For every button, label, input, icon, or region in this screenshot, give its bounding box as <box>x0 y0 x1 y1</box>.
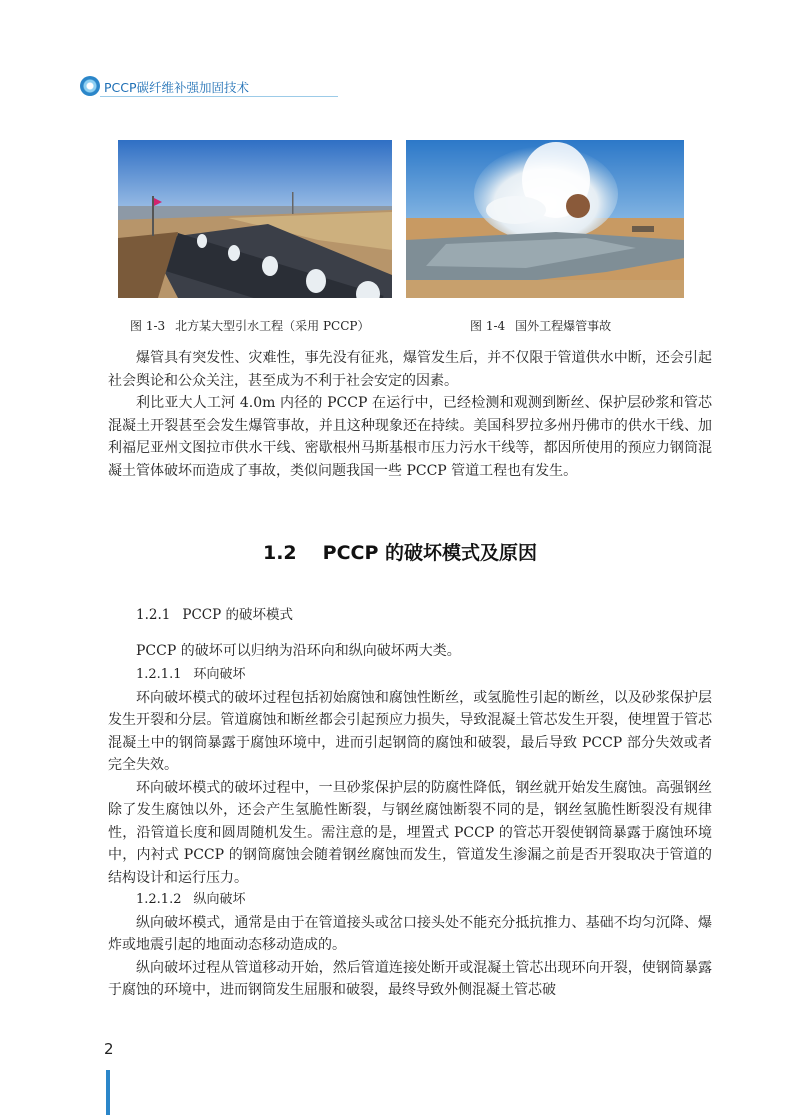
figure-1-4-photo <box>406 140 684 298</box>
running-header <box>80 76 260 98</box>
paragraph: 利比亚大人工河 4.0m 内径的 PCCP 在运行中，已经检测和观测到断丝、保护层砂浆和管芯混凝土开裂甚至会发生爆管事故，并且这种现象还在持续。美国科罗拉多州丹佛市的供水干线、加利福尼亚州文图拉市供水干线、密歇根州马斯基根市压力污水干线等，都因所使用的预应力钢筒混凝土管体破坏而造成了事故，类似问题我国一些 PCCP 管道工程也有发生。 <box>108 395 712 479</box>
intro-paragraph: PCCP 的破坏可以归纳为沿环向和纵向破坏两大类。 <box>136 643 461 659</box>
book-title: PCCP碳纤维补强加固技术 <box>104 80 250 95</box>
figure-1-4-caption: 图 1-4 国外工程爆管事故 <box>470 319 612 333</box>
body-text-main <box>108 664 712 1002</box>
paragraph: 环向破坏模式的破坏过程中，一旦砂浆保护层的防腐性降低，钢丝就开始发生腐蚀。高强钢丝除了发生腐蚀以外，还会产生氢脆性断裂，与钢丝腐蚀断裂不同的是，钢丝氢脆性断裂没有规律性，沿管道长度和圆周随机发生。需注意的是，埋置式 PCCP 的管芯开裂使钢筒暴露于腐蚀环境中，内衬式 PCCP 的钢筒腐蚀会随着钢丝腐蚀而发生，管道发生渗漏之前是否开裂取决于管道的结构设计和运行压力。 <box>108 779 712 886</box>
section-heading: 1.2 PCCP 的破坏模式及原因 <box>262 542 538 564</box>
paragraph: 纵向破坏过程从管道移动开始，然后管道连接处断开或混凝土管芯出现环向开裂，使钢筒暴露于腐蚀的环境中，进而钢筒发生屈服和破裂，最终导致外侧混凝土管芯破 <box>108 959 712 998</box>
paragraph: 爆管具有突发性、灾难性，事先没有征兆，爆管发生后，并不仅限于管道供水中断，还会引起社会舆论和公众关注，甚至成为不利于社会安定的因素。 <box>108 350 712 389</box>
subsubsection-heading: 1.2.1.1 环向破坏 <box>136 667 246 682</box>
paragraph: 环向破坏模式的破坏过程包括初始腐蚀和腐蚀性断丝，或氢脆性引起的断丝，以及砂浆保护层发生开裂和分层。管道腐蚀和断丝都会引起预应力损失，导致混凝土管芯发生开裂，使埋置于管芯混凝土中的钢筒暴露于腐蚀环境中，进而引起钢筒的腐蚀和破裂，最后导致 PCCP 部分失效或者完全失效。 <box>108 689 712 773</box>
body-text-top <box>108 347 712 482</box>
page-edge-bar <box>106 1070 110 1115</box>
subsubsection-heading: 1.2.1.2 纵向破坏 <box>136 892 246 907</box>
header-rule <box>100 96 338 97</box>
paragraph: 纵向破坏模式，通常是由于在管道接头或岔口接头处不能充分抵抗推力、基础不均匀沉降、爆炸或地震引起的地面动态移动造成的。 <box>108 914 712 953</box>
figure-1-3-photo <box>118 140 392 298</box>
page-number: 2 <box>104 1040 114 1058</box>
subsection-heading: 1.2.1 PCCP 的破坏模式 <box>136 607 293 623</box>
circle-logo-icon <box>80 76 100 96</box>
figure-1-3-caption: 图 1-3 北方某大型引水工程（采用 PCCP） <box>130 319 370 333</box>
